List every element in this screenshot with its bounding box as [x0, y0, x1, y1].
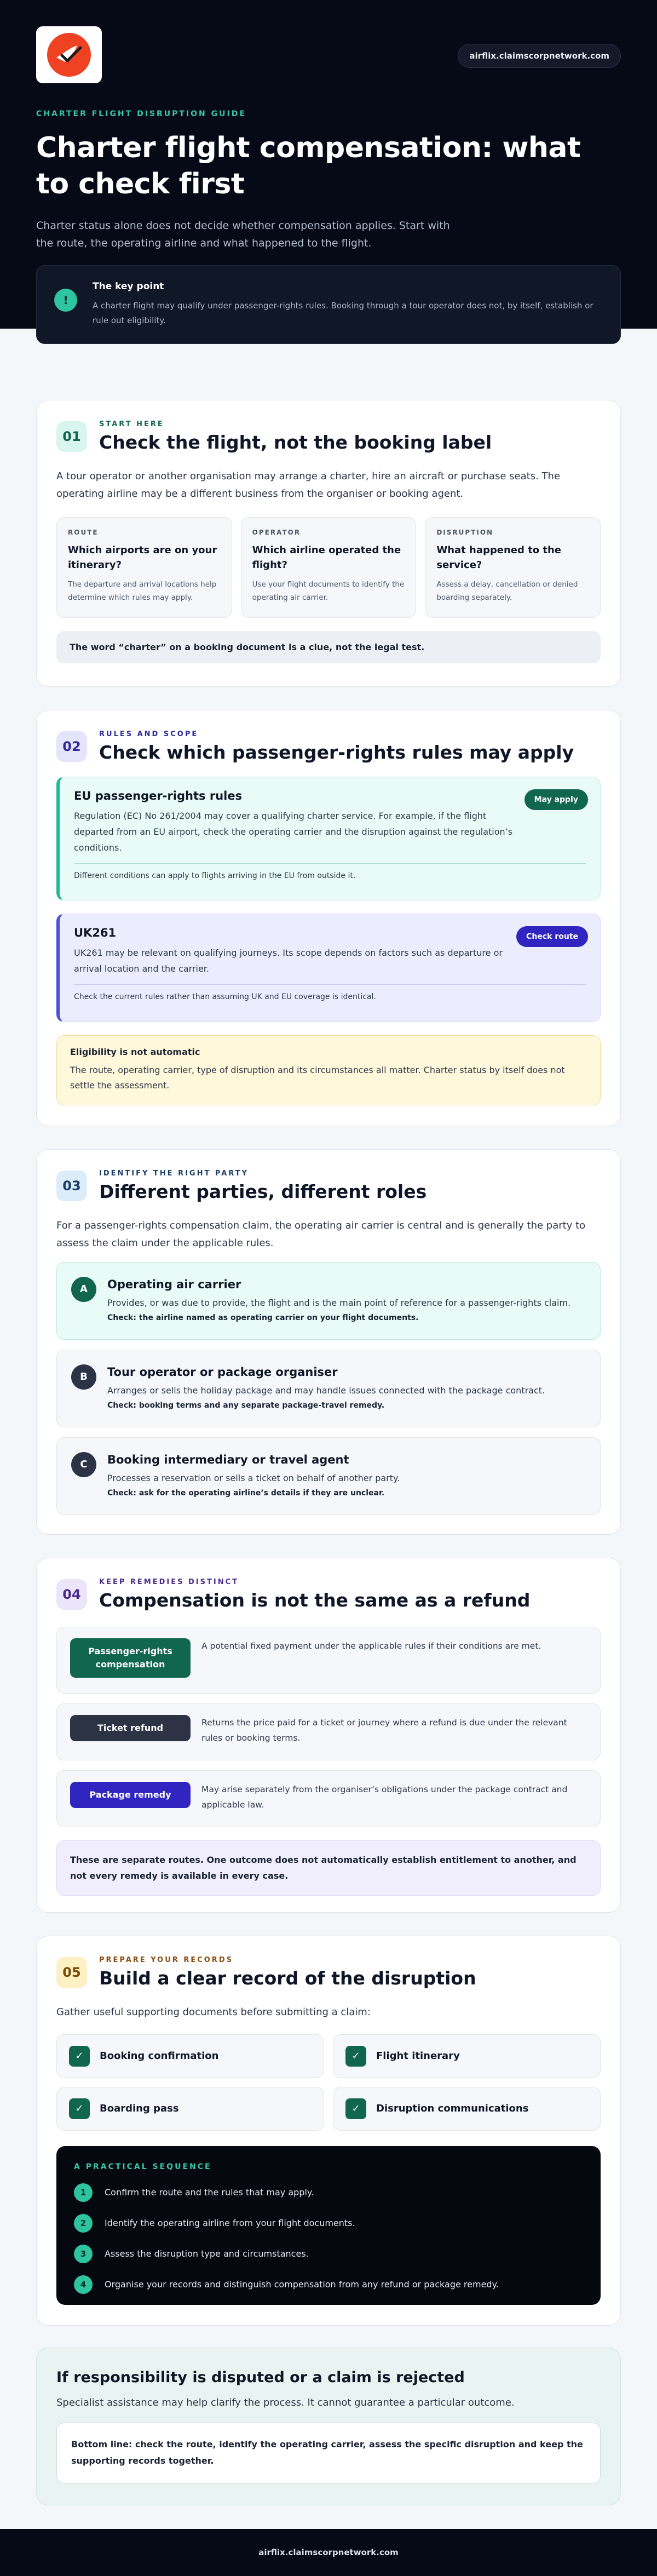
practical-sequence: [56, 2146, 601, 2305]
section-number: 01: [56, 421, 87, 452]
section-eyebrow: PREPARE YOUR RECORDS: [99, 1956, 233, 1964]
final-title: If responsibility is disputed or a claim is rejected: [56, 2369, 465, 2386]
section-eyebrow: KEEP REMEDIES DISTINCT: [99, 1578, 239, 1586]
section-intro: A tour operator or another organisation may arrange a charter, hire an aircraft or purchase seats. The operating airline may be a different business from the organiser or booking agent.: [56, 470, 561, 500]
doc-label: Boarding pass: [100, 2103, 179, 2115]
section-title: Different parties, different roles: [99, 1181, 427, 1202]
remedy-package: [56, 1770, 601, 1827]
section-title: Check the flight, not the booking label: [99, 432, 492, 453]
remedy-tag: Passenger-rights compensation: [70, 1638, 191, 1678]
section-intro: For a passenger-rights compensation claim, the operating air carrier is central and is generally the party to assess the claim under the applicable rules.: [56, 1219, 586, 1249]
section-eyebrow: IDENTIFY THE RIGHT PARTY: [99, 1169, 249, 1178]
party-body: Processes a reservation or sells a ticket on behalf of another party.: [107, 1472, 400, 1483]
remedy-ticket-refund: [56, 1703, 601, 1760]
section-rules: [36, 710, 621, 1126]
party-title: Operating air carrier: [107, 1277, 241, 1291]
doc-label: Disruption communications: [376, 2103, 529, 2115]
party-letter: B: [71, 1364, 96, 1390]
rule-footnote: Different conditions can apply to flights arriving in the EU from outside it.: [74, 871, 356, 880]
rule-title: EU passenger-rights rules: [74, 789, 243, 802]
charter-note: The word “charter” on a booking document is a clue, not the legal test.: [56, 631, 601, 663]
note-title: Eligibility is not automatic: [70, 1046, 200, 1057]
party-check: Check: ask for the operating airline’s details if they are unclear.: [107, 1488, 385, 1498]
card-title: Which airline operated the flight?: [252, 544, 401, 571]
party-card-intermediary: [56, 1437, 601, 1515]
hero-subtitle: Charter status alone does not decide whether compensation applies. Start with the route, the operating airline and what happened to the flight.: [36, 220, 450, 249]
party-card-operating-carrier: [56, 1262, 601, 1340]
section-title: Compensation is not the same as a refund: [99, 1590, 531, 1611]
step-number: 1: [74, 2183, 93, 2202]
footer-domain-link[interactable]: airflix.claimscorpnetwork.com: [258, 2548, 399, 2557]
site-logo[interactable]: [36, 26, 102, 83]
sequence-step: [74, 2275, 583, 2294]
eu-rules-card: [56, 777, 601, 900]
key-point-body: A charter flight may qualify under passenger-rights rules. Booking through a tour operator does not, by itself, establish or rule out eligibility.: [93, 301, 593, 325]
remedy-tag: Package remedy: [70, 1782, 191, 1808]
dispute-help-section: [36, 2348, 621, 2505]
rule-title: UK261: [74, 926, 117, 939]
section-intro: Gather useful supporting documents before submitting a claim:: [56, 2006, 371, 2018]
section-remedies: [36, 1558, 621, 1913]
doc-label: Booking confirmation: [100, 2050, 219, 2062]
remedy-text: Returns the price paid for a ticket or journey where a refund is due under the relevant rules or booking terms.: [201, 1717, 567, 1743]
section-number: 04: [56, 1579, 87, 1610]
key-point-card: [36, 265, 621, 344]
page-title: Charter flight compensation: what to check first: [36, 131, 581, 200]
checkmark-icon: ✓: [69, 2098, 90, 2119]
operator-card: [241, 517, 417, 618]
step-number: 3: [74, 2245, 93, 2263]
key-point-title: The key point: [93, 281, 164, 292]
card-title: Which airports are on your itinerary?: [68, 544, 217, 571]
party-title: Booking intermediary or travel agent: [107, 1453, 349, 1466]
section-eyebrow: RULES AND SCOPE: [99, 730, 199, 738]
divider: [74, 863, 586, 864]
step-text: Organise your records and distinguish compensation from any refund or package remedy.: [105, 2279, 499, 2290]
section-title: Build a clear record of the disruption: [99, 1967, 476, 1989]
rule-footnote: Check the current rules rather than assuming UK and EU coverage is identical.: [74, 992, 376, 1001]
section-parties: [36, 1149, 621, 1535]
section-check-flight: [36, 400, 621, 687]
card-eyebrow: DISRUPTION: [436, 528, 494, 536]
rule-body: Regulation (EC) No 261/2004 may cover a qualifying charter service. For example, if the flight departed from an EU airport, check the operating carrier and the disruption against the regulation’s conditions.: [74, 810, 513, 853]
doc-label: Flight itinerary: [376, 2050, 460, 2062]
doc-boarding-pass: [56, 2087, 324, 2131]
hero-eyebrow: CHARTER FLIGHT DISRUPTION GUIDE: [36, 110, 246, 118]
party-check: Check: booking terms and any separate package-travel remedy.: [107, 1401, 385, 1410]
domain-pill[interactable]: airflix.claimscorpnetwork.com: [458, 44, 621, 68]
sequence-step: [74, 2245, 583, 2263]
uk-rules-card: [56, 914, 601, 1022]
card-eyebrow: ROUTE: [68, 528, 99, 536]
step-number: 4: [74, 2275, 93, 2294]
plane-check-logo-icon: [45, 31, 93, 78]
note-body: The route, operating carrier, type of disruption and its circumstances all matter. Charter status by itself does not settle the assessment.: [70, 1064, 565, 1091]
site-footer: [0, 2529, 657, 2576]
doc-disruption-communications: [333, 2087, 601, 2131]
step-text: Identify the operating airline from your flight documents.: [105, 2218, 355, 2229]
sequence-step: [74, 2214, 583, 2233]
divider: [74, 984, 586, 985]
remedy-compensation: [56, 1627, 601, 1694]
doc-flight-itinerary: [333, 2034, 601, 2078]
disruption-card: [425, 517, 601, 618]
section-number: 02: [56, 731, 87, 762]
remedy-text: A potential fixed payment under the applicable rules if their conditions are met.: [201, 1640, 541, 1651]
sequence-eyebrow: A PRACTICAL SEQUENCE: [74, 2162, 212, 2171]
party-check: Check: the airline named as operating carrier on your flight documents.: [107, 1313, 419, 1322]
checkmark-icon: ✓: [345, 2098, 366, 2119]
party-letter: A: [71, 1277, 96, 1302]
step-text: Assess the disruption type and circumstances.: [105, 2248, 309, 2259]
sequence-step: [74, 2183, 583, 2202]
bottom-line-box: Bottom line: check the route, identify the operating carrier, assess the specific disruption and keep the supporting records together.: [56, 2423, 601, 2483]
step-text: Confirm the route and the rules that may apply.: [105, 2187, 314, 2198]
party-card-tour-operator: [56, 1350, 601, 1427]
party-body: Provides, or was due to provide, the flight and is the main point of reference for a passenger-rights claim.: [107, 1297, 571, 1308]
section-number: 05: [56, 1957, 87, 1988]
final-subtitle: Specialist assistance may help clarify the process. It cannot guarantee a particular outcome.: [56, 2397, 515, 2408]
doc-booking-confirmation: [56, 2034, 324, 2078]
route-card: [56, 517, 232, 618]
section-number: 03: [56, 1171, 87, 1201]
may-apply-badge: May apply: [525, 789, 588, 810]
remedy-text: May arise separately from the organiser’s obligations under the package contract and applicable law.: [201, 1784, 568, 1810]
card-title: What happened to the service?: [436, 544, 562, 571]
party-body: Arranges or sells the holiday package and may handle issues connected with the package contract.: [107, 1385, 545, 1396]
remedy-tag: Ticket refund: [70, 1715, 191, 1741]
separate-routes-note: These are separate routes. One outcome does not automatically establish entitlement to another, and not every remedy is available in every case.: [56, 1840, 601, 1896]
checkmark-icon: ✓: [69, 2046, 90, 2067]
exclamation-icon: !: [54, 289, 77, 312]
rule-body: UK261 may be relevant on qualifying journeys. Its scope depends on factors such as departure or arrival location and the carrier.: [74, 947, 503, 974]
card-eyebrow: OPERATOR: [252, 528, 301, 536]
hero-header: [0, 0, 657, 329]
step-number: 2: [74, 2214, 93, 2233]
party-title: Tour operator or package organiser: [107, 1365, 338, 1379]
section-eyebrow: START HERE: [99, 420, 164, 428]
section-records: [36, 1936, 621, 2326]
card-body: Use your flight documents to identify the operating air carrier.: [252, 580, 405, 602]
checkmark-icon: ✓: [345, 2046, 366, 2067]
card-body: The departure and arrival locations help determine which rules may apply.: [68, 580, 217, 602]
section-title: Check which passenger-rights rules may apply: [99, 742, 574, 763]
check-route-badge: Check route: [516, 926, 588, 947]
party-letter: C: [71, 1452, 96, 1477]
eligibility-note: [56, 1035, 601, 1106]
card-body: Assess a delay, cancellation or denied boarding separately.: [436, 580, 578, 602]
